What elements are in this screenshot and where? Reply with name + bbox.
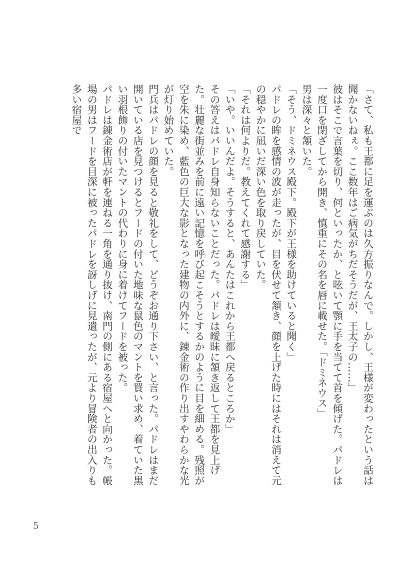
paragraph-8: その答えはパドレ自身知らないことだった。パドレは曖昧に頷き返して王都を見上げた。壮麗な街並みを前に遠い記憶を呼び起こそうとするかのように目を細める。残照が空を朱に染め、藍色の巨大な影となった建物の内外に、錬金術の作り出すやわらかな光が灯り始めていた。 [161, 84, 219, 486]
paragraph-3: 男は深々と頷いた。 [299, 84, 311, 177]
paragraph-5: パドレの眸を感情の波が走ったが、目を伏せて頷き、顔を上げた時にはそれは消えて元の穏やかに凪いだ深い色を取り戻していた。 [253, 84, 280, 486]
paragraph-4: 「そう、ドミネウス殿下。殿下が王様を助けていると聞く」 [284, 84, 296, 363]
page-number: 5 [33, 522, 39, 532]
paragraph-10: パドレは錬金術店が軒を連ねる一角を通り抜け、南門の側にある宿屋へと向かった。帳場の男はフードを目深に被ったパドレを訝しげに見遣ったが、元より冒険者の出入りも多い宿屋で [69, 84, 112, 486]
paragraph-7: 「いや。いいんだよ。そうすると、あんたはこれから王都へ戻るところか」 [222, 84, 234, 435]
paragraph-9: 門兵はパドレの顔を見ると敬礼をして、どうぞお通り下さい、と言った。パドレはまだ開いている店を見つけるとフードの付いた地味な鼠色のマントを買い求め、着ていた黒い羽根飾りの付いたマントの代わりに身に着けてフードを被った。 [115, 84, 158, 486]
paragraph-1: 「さて、私も王都に足を運ぶのは久方振りなんで。しかし、王様が変わったという話は聞かないねぇ。ここ数年はご病気がちだそうだが、王太子の……」 [345, 84, 372, 486]
paragraph-2: 彼はそこで言葉を切り、何といったか、と呟いて顎に手を当てて首を傾げた。パドレは一度口を閉ざしてから開き、慎重にその名を唇に載せた。「ドミネウス」 [314, 84, 342, 486]
vertical-text-body [67, 84, 374, 490]
paragraph-6: 「それは何よりだ。教えてくれて感謝する」 [238, 84, 250, 290]
